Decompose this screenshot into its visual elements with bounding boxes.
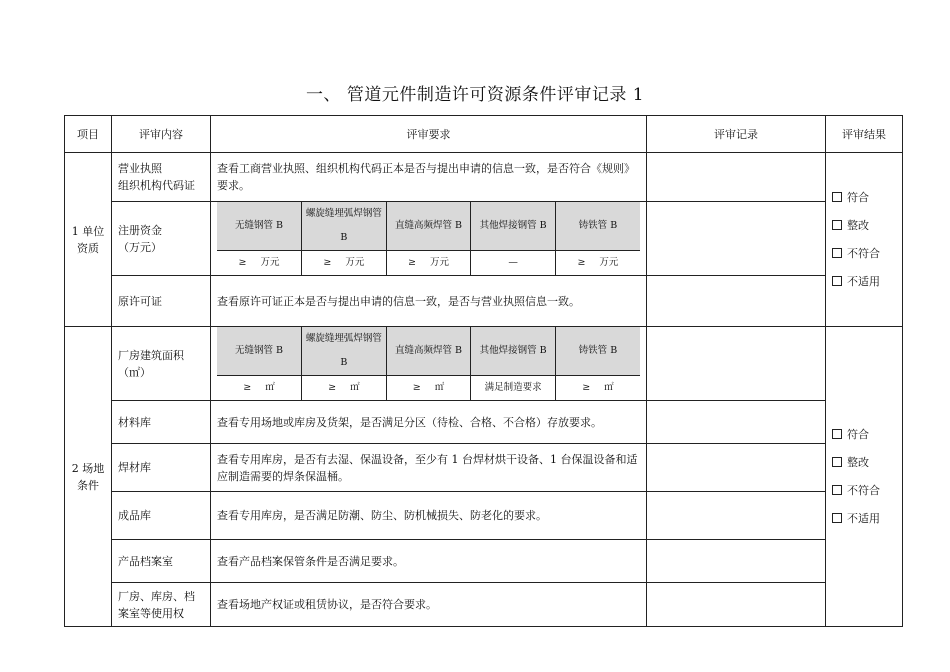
header-requirement: 评审要求 [211,116,647,153]
header-project: 项目 [65,116,112,153]
record-cell[interactable] [647,583,826,627]
checkbox-icon[interactable] [832,485,842,495]
content-cell: 原许可证 [112,276,211,327]
pipe-type: 螺旋缝埋弧焊钢管 B [302,327,387,376]
content-cell: 材料库 [112,401,211,444]
area-value[interactable]: ≥ ㎡ [386,376,471,401]
record-cell[interactable] [647,276,826,327]
table-row [65,492,903,540]
checkbox-icon[interactable] [832,192,842,202]
record-cell[interactable] [647,327,826,401]
checkbox-icon[interactable] [832,429,842,439]
requirement-cell: 查看产品档案保管条件是否满足要求。 [211,540,647,583]
area-subtable [217,327,640,400]
capital-value[interactable]: ≥ 万元 [217,251,302,276]
requirement-cell: 查看场地产权证或租赁协议，是否符合要求。 [211,583,647,627]
content-cell: 营业执照 组织机构代码证 [112,153,211,202]
content-cell: 注册资金 （万元） [112,202,211,276]
record-cell[interactable] [647,444,826,492]
content-cell: 产品档案室 [112,540,211,583]
capital-value[interactable]: ≥ 万元 [386,251,471,276]
page-title: 一、 管道元件制造许可资源条件评审记录 1 [305,85,645,105]
checkbox-icon[interactable] [832,457,842,467]
header-record: 评审记录 [647,116,826,153]
table-row [65,444,903,492]
record-cell[interactable] [647,202,826,276]
checkbox-icon[interactable] [832,248,842,258]
content-cell: 厂房建筑面积 （㎡） [112,327,211,401]
capital-value: — [471,251,556,276]
area-value: 满足制造要求 [471,376,556,401]
checkbox-icon[interactable] [832,220,842,230]
requirement-cell [211,327,647,401]
table-row [65,583,903,627]
result-option[interactable]: 符合 [832,421,896,449]
requirement-cell: 查看工商营业执照、组织机构代码正本是否与提出申请的信息一致，是否符合《规则》要求。 [211,153,647,202]
section-name: 1 单位 资质 [65,153,112,327]
record-cell[interactable] [647,401,826,444]
pipe-type: 无缝钢管 B [217,202,302,251]
record-cell[interactable] [647,153,826,202]
capital-value[interactable]: ≥ 万元 [555,251,640,276]
result-options [826,153,903,327]
table-row [65,540,903,583]
requirement-cell: 查看专用场地或库房及货架，是否满足分区（待检、合格、不合格）存放要求。 [211,401,647,444]
capital-subtable [217,202,640,275]
requirement-cell: 查看原许可证正本是否与提出申请的信息一致，是否与营业执照信息一致。 [211,276,647,327]
pipe-type: 无缝钢管 B [217,327,302,376]
result-option[interactable]: 整改 [832,449,896,477]
record-cell[interactable] [647,540,826,583]
pipe-type: 螺旋缝埋弧焊钢管 B [302,202,387,251]
requirement-cell [211,202,647,276]
result-option[interactable]: 不符合 [832,240,896,268]
checkbox-icon[interactable] [832,513,842,523]
pipe-type: 直缝高频焊管 B [386,327,471,376]
table-row [65,327,903,401]
pipe-type: 直缝高频焊管 B [386,202,471,251]
pipe-type: 其他焊接钢管 B [471,202,556,251]
result-options [826,327,903,627]
result-option[interactable]: 不适用 [832,505,896,533]
capital-value[interactable]: ≥ 万元 [302,251,387,276]
table-row [65,276,903,327]
header-row [65,116,903,153]
record-cell[interactable] [647,492,826,540]
pipe-type: 铸铁管 B [555,327,640,376]
pipe-type: 铸铁管 B [555,202,640,251]
review-table [64,115,903,627]
table-row [65,153,903,202]
result-option[interactable]: 不符合 [832,477,896,505]
checkbox-icon[interactable] [832,276,842,286]
header-content: 评审内容 [112,116,211,153]
requirement-cell: 查看专用库房，是否满足防潮、防尘、防机械损失、防老化的要求。 [211,492,647,540]
section-name: 2 场地 条件 [65,327,112,627]
content-cell: 成品库 [112,492,211,540]
table-row [65,401,903,444]
area-value[interactable]: ≥ ㎡ [217,376,302,401]
requirement-cell: 查看专用库房，是否有去湿、保温设备，至少有 1 台焊材烘干设备、1 台保温设备和适应制造需要的焊条保温桶。 [211,444,647,492]
result-option[interactable]: 符合 [832,184,896,212]
header-result: 评审结果 [826,116,903,153]
content-cell: 焊材库 [112,444,211,492]
content-cell: 厂房、库房、档案室等使用权 [112,583,211,627]
pipe-type: 其他焊接钢管 B [471,327,556,376]
result-option[interactable]: 整改 [832,212,896,240]
area-value[interactable]: ≥ ㎡ [302,376,387,401]
table-row [65,202,903,276]
result-option[interactable]: 不适用 [832,268,896,296]
area-value[interactable]: ≥ ㎡ [555,376,640,401]
